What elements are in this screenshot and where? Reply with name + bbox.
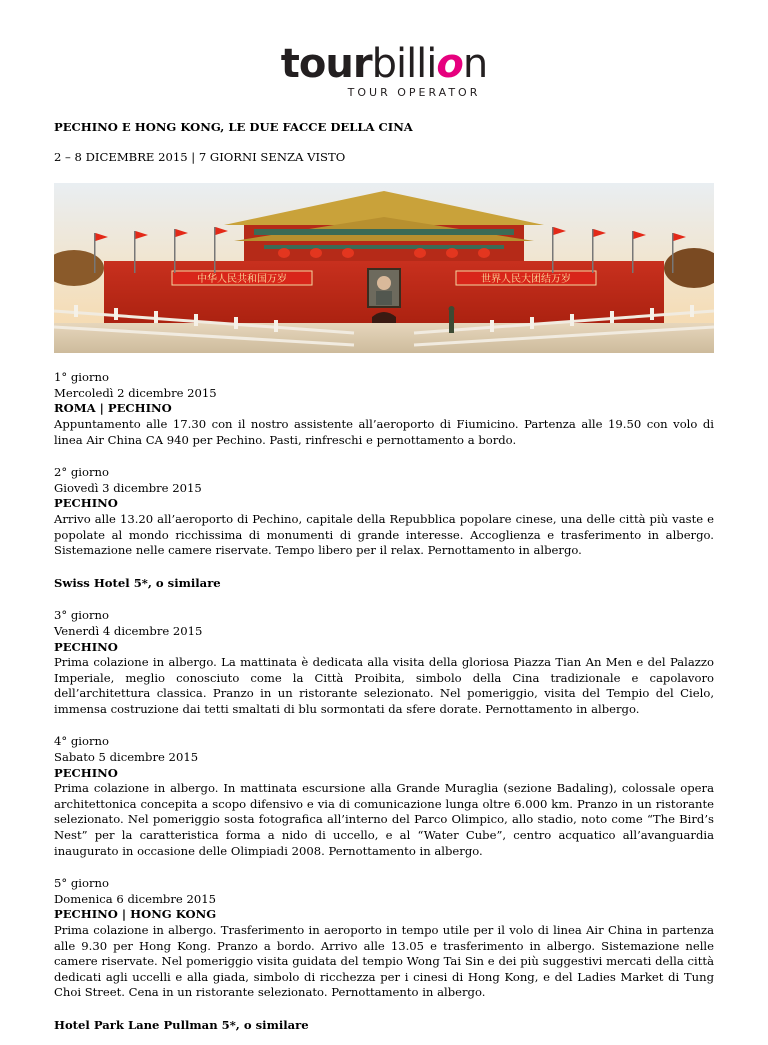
day-number: 4° giorno xyxy=(54,734,109,749)
day-description: Appuntamento alle 17.30 con il nostro assistente all’aeroporto di Fiumicino. Partenza alle 19.50 con volo di linea Air China CA 940 per Pechino. Pasti, rinfreschi e pernottamento a bordo. xyxy=(54,416,714,447)
document-body xyxy=(54,120,714,1045)
logo-wordmark xyxy=(0,41,768,87)
day-date: Venerdì 4 dicembre 2015 xyxy=(54,623,203,638)
logo-tagline: TOUR OPERATOR xyxy=(347,86,481,99)
day-route: PECHINO xyxy=(54,496,118,511)
itinerary-day-1 xyxy=(54,370,714,448)
day-number: 2° giorno xyxy=(54,465,109,480)
hotel-beijing: Swiss Hotel 5*, o similare xyxy=(54,575,221,590)
day-route: PECHINO | HONG KONG xyxy=(54,907,217,922)
day-route: PECHINO xyxy=(54,765,118,780)
day-number: 3° giorno xyxy=(54,608,109,623)
logo-part-billi: billi xyxy=(371,41,437,87)
day-date: Giovedì 3 dicembre 2015 xyxy=(54,480,202,495)
logo-part-tour: tour xyxy=(280,41,372,87)
logo-part-n: n xyxy=(462,41,488,87)
hero-banner-right: 世界人民大团结万岁 xyxy=(481,274,571,286)
hero-image-tiananmen xyxy=(54,183,714,353)
day-number: 1° giorno xyxy=(54,370,109,385)
day-description: Arrivo alle 13.20 all’aeroporto di Pechino, capitale della Repubblica popolare cinese, una delle città più vaste e popolate al mondo ricchissima di monumenti di grande interesse. Accoglienza e trasferimento in albergo. Sistemazione nelle camere riservate. Tempo libero per il relax. Pernottamento in albergo. xyxy=(54,511,714,558)
hero-banner-left: 中华人民共和国万岁 xyxy=(197,274,287,286)
itinerary-day-3 xyxy=(54,608,714,717)
itinerary-day-2 xyxy=(54,465,714,559)
day-route: PECHINO xyxy=(54,639,118,654)
day-date: Sabato 5 dicembre 2015 xyxy=(54,750,199,765)
document-title: PECHINO E HONG KONG, LE DUE FACCE DELLA CINA xyxy=(54,120,413,134)
document-subtitle: 2 – 8 DICEMBRE 2015 | 7 GIORNI SENZA VISTO xyxy=(54,149,346,164)
brand-logo xyxy=(0,41,768,99)
day-date: Domenica 6 dicembre 2015 xyxy=(54,891,216,906)
itinerary-day-4 xyxy=(54,734,714,859)
day-route: ROMA | PECHINO xyxy=(54,401,172,416)
itinerary-day-5 xyxy=(54,876,714,1001)
logo-part-o: o xyxy=(436,41,463,87)
hotel-hongkong: Hotel Park Lane Pullman 5*, o similare xyxy=(54,1017,309,1032)
day-date: Mercoledì 2 dicembre 2015 xyxy=(54,385,217,400)
day-description: Prima colazione in albergo. La mattinata è dedicata alla visita della gloriosa Piazza Tian An Men e del Palazzo Imperiale, meglio conosciuto come la Città Proibita, simbolo della Cina tradizionale e capolavoro dell’architettura classica. Pranzo in un ristorante selezionato. Nel pomeriggio, visita del Tempio del Cielo, immensa costruzione dai tetti smaltati di blu sormontati da sfere dorate. Pernottamento in albergo. xyxy=(54,655,714,716)
day-number: 5° giorno xyxy=(54,876,109,891)
day-description: Prima colazione in albergo. Trasferimento in aeroporto in tempo utile per il volo di linea Air China in partenza alle 9.30 per Hong Kong. Pranzo a bordo. Arrivo alle 13.05 e trasferimento in albergo. Sistemazione nelle camere riservate. Nel pomeriggio visita guidata del tempio Wong Tai Sin e dei più suggestivi mercati della città dedicati agli uccelli e alla giada, simbolo di ricchezza per i cinesi di Hong Kong, e del Ladies Market di Tung Choi Street. Cena in un ristorante selezionato. Pernottamento in albergo. xyxy=(54,923,714,1000)
day-description: Prima colazione in albergo. In mattinata escursione alla Grande Muraglia (sezione Badaling), colossale opera architettonica concepita a scopo difensivo e via di comunicazione lunga oltre 6.000 km. Pranzo in un ristorante selezionato. Nel pomeriggio sosta fotografica all’interno del Parco Olimpico, allo stadio, noto come “The Bird’s Nest” per la caratteristica forma a nido di uccello, e al “Water Cube”, centro acquatico all’avanguardia inaugurato in occasione delle Olimpiadi 2008. Pernottamento in albergo. xyxy=(54,781,714,858)
